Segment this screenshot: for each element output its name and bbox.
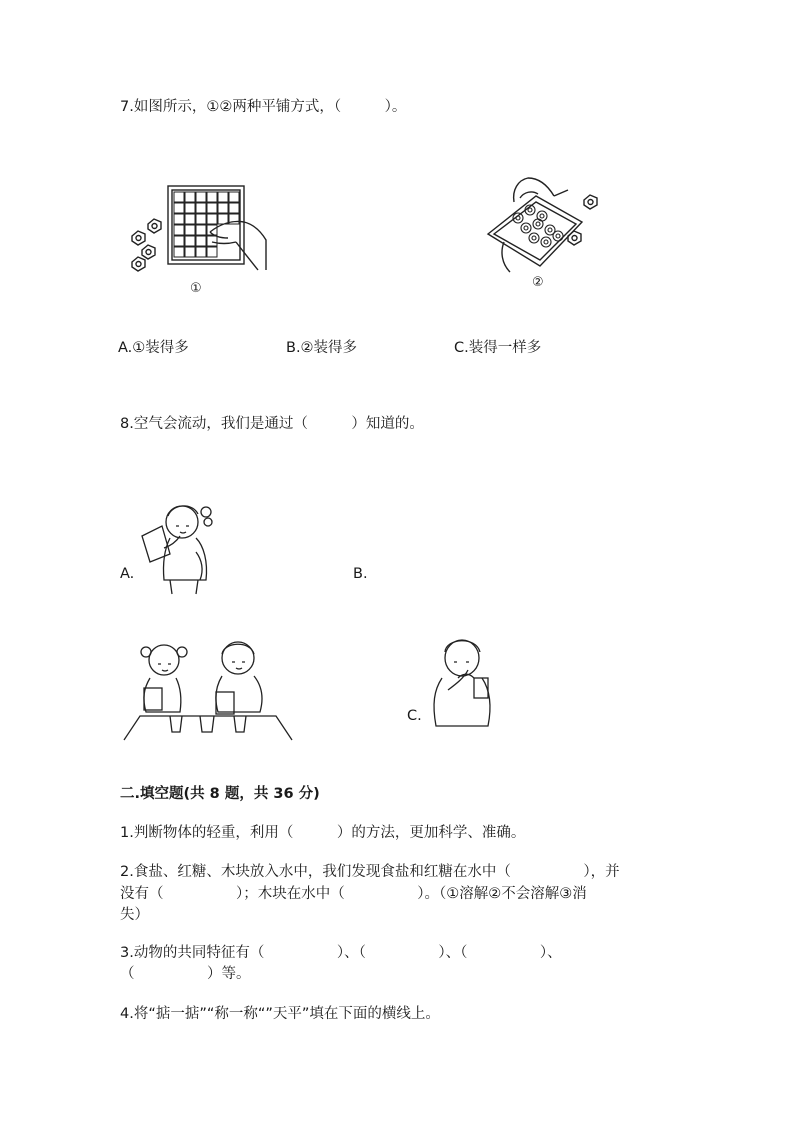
nut-cell xyxy=(218,192,228,202)
figure-1-label: ① xyxy=(190,281,202,296)
nut-cell xyxy=(174,247,184,257)
nut-cell xyxy=(207,247,217,257)
q8-option-c-image-boy-cup xyxy=(428,634,498,734)
nut-cell xyxy=(185,203,195,213)
nut-hole xyxy=(540,214,544,218)
nut-cell xyxy=(207,214,217,224)
fill-question-4: 4.将“掂一掂”“称一称“”天平”填在下面的横线上。 xyxy=(120,1006,440,1022)
q7-option-c: C.装得一样多 xyxy=(454,340,542,356)
q7-question: 7.如图所示，①②两种平铺方式，（ ）。 xyxy=(120,99,407,115)
nut-hole xyxy=(532,236,536,240)
nut-cell xyxy=(196,225,206,235)
nut-cell xyxy=(196,203,206,213)
nut-cell xyxy=(174,203,184,213)
fill-question-2-line-3: 失） xyxy=(120,907,149,923)
q8-option-b-image-children-pouring xyxy=(120,636,300,746)
nut-cell xyxy=(196,214,206,224)
q8-option-a-image-girl-paper xyxy=(140,496,230,596)
nut-hole xyxy=(528,208,532,212)
nut-hole xyxy=(556,234,560,238)
q7-option-a: A.①装得多 xyxy=(118,340,189,356)
nut xyxy=(541,237,551,247)
fill-question-2-line-2: 没有（ ）；木块在水中（ ）。（①溶解②不会溶解③消 xyxy=(120,886,587,902)
fill-question-2-line-1: 2.食盐、红糖、木块放入水中，我们发现食盐和红糖在水中（ ），并 xyxy=(120,864,620,880)
nut-cell xyxy=(207,203,217,213)
nut-cell xyxy=(185,214,195,224)
figure-1-grid-tiling xyxy=(128,180,278,300)
nut xyxy=(553,231,563,241)
q8-option-a-label: A. xyxy=(120,566,135,582)
nut-cell xyxy=(229,203,239,213)
nut-cell xyxy=(174,192,184,202)
nut-hole xyxy=(536,222,540,226)
nut-cell xyxy=(207,192,217,202)
nut xyxy=(533,219,543,229)
fill-question-3-line-2: （ ）等。 xyxy=(120,966,251,982)
figure-2-label: ② xyxy=(532,275,544,290)
nut xyxy=(529,233,539,243)
q7-option-b: B.②装得多 xyxy=(286,340,358,356)
nut-cell xyxy=(218,203,228,213)
q8-question: 8.空气会流动，我们是通过（ ）知道的。 xyxy=(120,416,424,432)
nut-hole xyxy=(524,226,528,230)
fill-question-1: 1.判断物体的轻重，利用（ ）的方法，更加科学、准确。 xyxy=(120,825,526,841)
nut-cell xyxy=(196,236,206,246)
nut-cell xyxy=(207,236,217,246)
nut-cell xyxy=(229,192,239,202)
nut-cell xyxy=(174,225,184,235)
q8-option-b-label: B. xyxy=(353,566,368,582)
section-2-heading: 二.填空题(共 8 题，共 36 分) xyxy=(120,786,320,802)
nut-hole xyxy=(544,240,548,244)
figure-2-staggered-tiling xyxy=(484,172,614,292)
nut-cell xyxy=(174,236,184,246)
nut xyxy=(521,223,531,233)
nut-hole xyxy=(516,216,520,220)
nut-cell xyxy=(174,214,184,224)
nut-cell xyxy=(185,225,195,235)
fill-question-3-line-1: 3.动物的共同特征有（ ）、（ ）、（ ）、 xyxy=(120,945,562,961)
nut-cell xyxy=(196,192,206,202)
nut-cell xyxy=(196,247,206,257)
nut-hole xyxy=(548,228,552,232)
nut-cell xyxy=(185,247,195,257)
q8-option-c-label: C. xyxy=(407,708,422,724)
nut-cell xyxy=(185,236,195,246)
nut-cell xyxy=(185,192,195,202)
